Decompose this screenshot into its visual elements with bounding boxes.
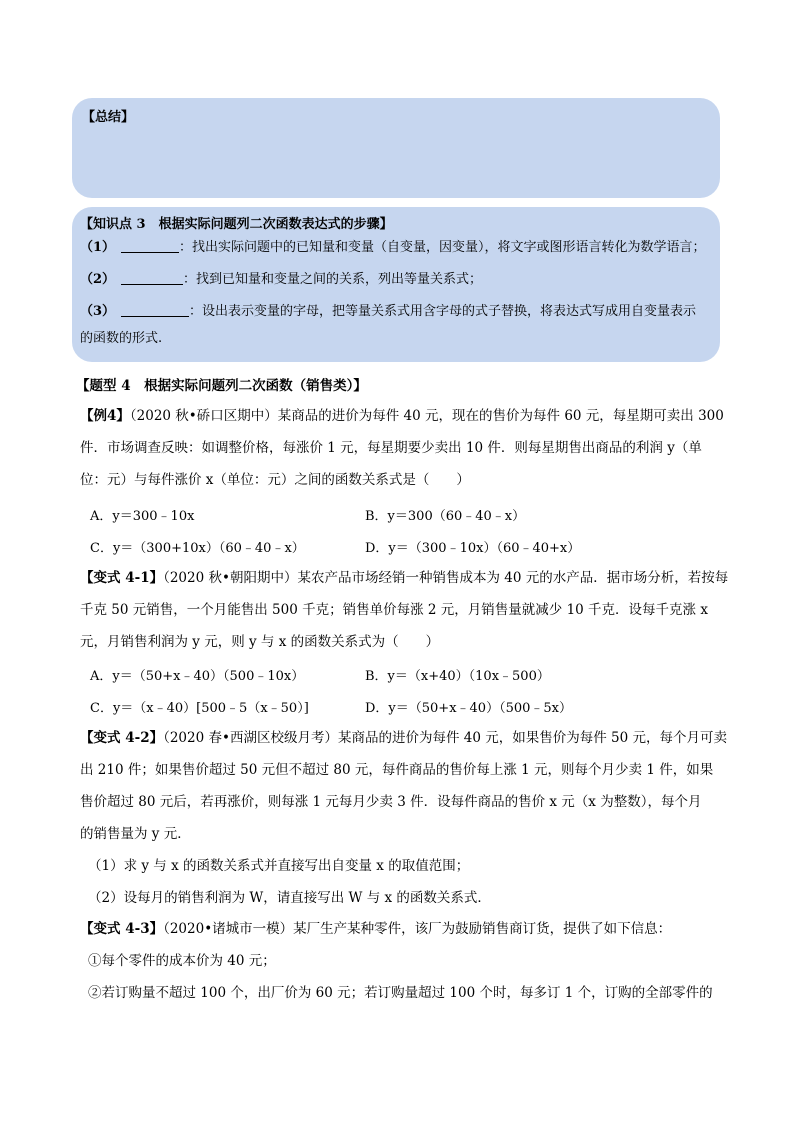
example-4-line-2: 件．市场调查反映：如调整价格，每涨价 1 元，每星期要少卖出 10 件．则每星期售出商品的利润 y（单	[80, 440, 702, 456]
example-4-option-a: A．y＝300﹣10x	[90, 509, 195, 524]
variant-4-3-line-1	[80, 920, 671, 938]
step-3-number: （3）	[80, 304, 116, 319]
variant-4-2-line-2: 出 210 件；如果售价超过 50 元但不超过 80 元，每件商品的售价每上涨 1 元，则每个月少卖 1 件，如果	[80, 762, 714, 778]
example-4-option-d: D．y＝（300﹣10x）（60﹣40+x）	[365, 541, 581, 556]
variant-4-1-line-2: 千克 50 元销售，一个月能售出 500 千克；销售单价每涨 2 元，月销售量就减少 10 千克．设每千克涨 x	[80, 602, 708, 618]
variant-4-1-line-1	[80, 569, 728, 587]
variant-4-2-text-1: （2020 春•西湖区校级月考）某商品的进价为每件 40 元，如果售价为每件 50 元，每个月可卖	[163, 730, 727, 746]
step-3	[80, 296, 712, 328]
variant-4-3-item-1: ①每个零件的成本价为 40 元；	[88, 953, 276, 969]
variant-4-3-text-1: （2020•诸城市一模）某厂生产某种零件，该厂为鼓励销售商订货，提供了如下信息：	[163, 921, 672, 937]
example-4-tag: 【例4】	[80, 408, 130, 424]
variant-4-2-line-1	[80, 729, 727, 747]
question-type-4-title: 【题型 4 根据实际问题列二次函数（销售类）】	[76, 378, 367, 394]
example-4-line-1	[80, 407, 724, 425]
step-2-blank	[121, 270, 183, 285]
summary-box	[72, 98, 720, 198]
step-3-blank	[121, 302, 189, 317]
step-1-number: （1）	[80, 240, 116, 255]
example-4-text-1: （2020 秋•硚口区期中）某商品的进价为每件 40 元，现在的售价为每件 60 元，每星期可卖出 300	[129, 408, 724, 424]
variant-4-1-line-3: 元，月销售利润为 y 元，则 y 与 x 的函数关系式为（ ）	[80, 634, 440, 650]
summary-title: 【总结】	[82, 110, 135, 125]
example-4-option-c: C．y＝（300+10x）（60﹣40﹣x）	[90, 541, 305, 556]
variant-4-1-text-1: （2020 秋•朝阳期中）某农产品市场经销一种销售成本为 40 元的水产品．据市场分析，若按每	[163, 570, 729, 586]
step-2	[80, 264, 712, 296]
variant-4-2-line-3: 售价超过 80 元后，若再涨价，则每涨 1 元每月少卖 3 件．设每件商品的售价 x 元（x 为整数），每个月	[80, 794, 702, 810]
example-4-line-3: 位：元）与每件涨价 x（单位：元）之间的函数关系式是（ ）	[80, 472, 470, 488]
variant-4-2-tag: 【变式 4-2】	[80, 730, 164, 746]
step-1-text: ：找出实际问题中的已知量和变量（自变量，因变量），将文字或图形语言转化为数学语言；	[179, 240, 706, 255]
step-3-text: ：设出表示变量的字母，把等量关系式用含字母的式子替换，将表达式写成用自变量表示	[189, 304, 697, 319]
step-2-number: （2）	[80, 272, 116, 287]
step-1-blank	[121, 238, 179, 253]
variant-4-2-line-4: 的销售量为 y 元．	[80, 826, 191, 842]
variant-4-1-option-c: C．y＝（x﹣40）[500﹣5（x﹣50）]	[90, 701, 309, 716]
step-3-continuation: 的函数的形式.	[80, 331, 163, 346]
knowledge-point-3-title: 【知识点 3 根据实际问题列二次函数表达式的步骤】	[80, 217, 393, 232]
knowledge-point-3-box	[72, 207, 720, 362]
step-2-text: ：找到已知量和变量之间的关系，列出等量关系式；	[183, 272, 483, 287]
variant-4-1-tag: 【变式 4-1】	[80, 570, 164, 586]
variant-4-1-option-b: B．y＝（x+40）（10x﹣500）	[365, 669, 550, 684]
step-1	[80, 232, 712, 264]
variant-4-1-option-a: A．y＝（50+x﹣40）（500﹣10x）	[90, 669, 305, 684]
example-4-option-b: B．y＝300（60﹣40﹣x）	[365, 509, 526, 524]
variant-4-3-item-2: ②若订购量不超过 100 个，出厂价为 60 元；若订购量超过 100 个时，每多订 1 个，订购的全部零件的	[88, 985, 713, 1001]
variant-4-2-sub-2: （2）设每月的销售利润为 W，请直接写出 W 与 x 的函数关系式．	[88, 890, 491, 906]
variant-4-3-tag: 【变式 4-3】	[80, 921, 164, 937]
variant-4-2-sub-1: （1）求 y 与 x 的函数关系式并直接写出自变量 x 的取值范围；	[88, 858, 470, 874]
variant-4-1-option-d: D．y＝（50+x﹣40）（500﹣5x）	[365, 701, 572, 716]
